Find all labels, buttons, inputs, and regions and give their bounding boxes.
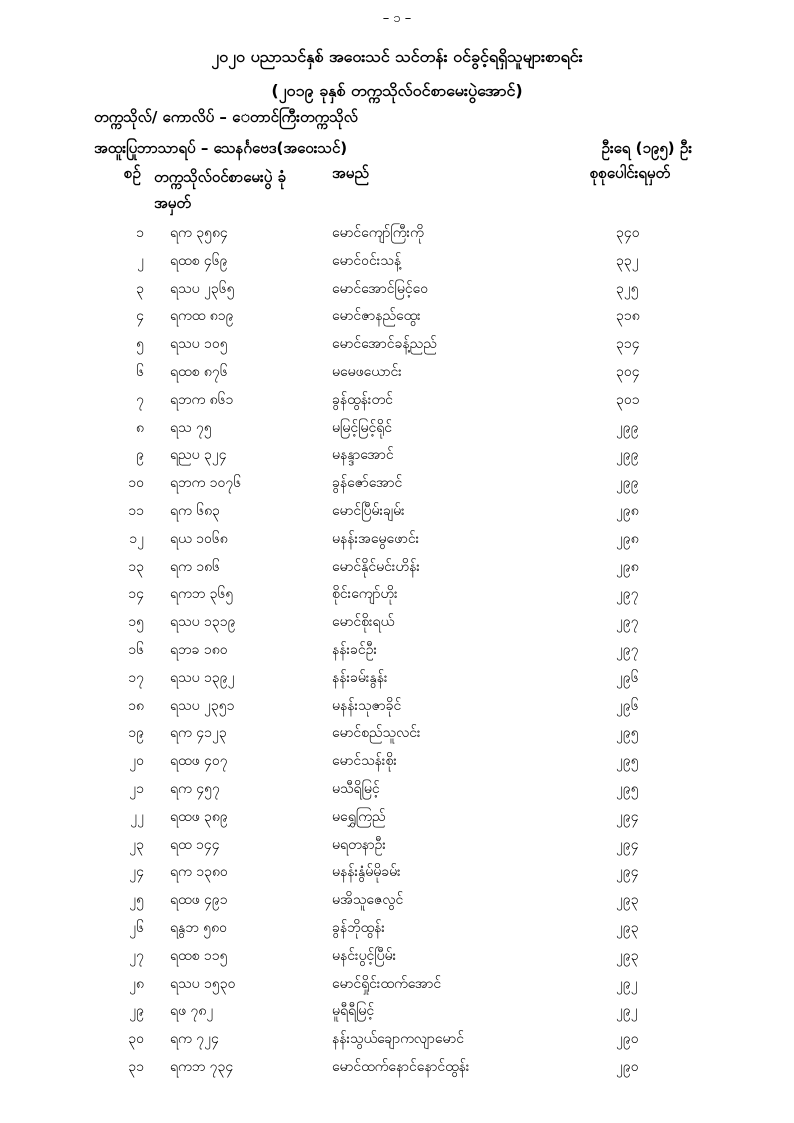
row-total-marks: ၃၂၅ — [616, 280, 639, 297]
row-roll-number: ရထစ ၄၆၉ — [170, 252, 228, 269]
table-row — [0, 248, 794, 276]
row-serial-no: ၆ — [136, 363, 144, 380]
row-total-marks: ၂၉၈ — [616, 502, 639, 519]
row-name: ခွန်ဘိုထွန်း — [332, 919, 385, 936]
row-roll-number: ရကဘ ၇၃၄ — [170, 1058, 234, 1075]
row-roll-number: ရက ၄၁၂၃ — [170, 725, 227, 742]
row-name: မောင်အောင်မြင့်ဝေ — [332, 280, 429, 297]
table-row — [0, 415, 794, 443]
table-row — [0, 998, 794, 1026]
row-roll-number: ရဖ ၇၈၂ — [170, 1003, 214, 1020]
header-name: အမည် — [332, 164, 369, 182]
table-row — [0, 720, 794, 748]
row-name: မောင်ဝင်းသန့် — [332, 252, 402, 269]
table-row — [0, 498, 794, 526]
row-total-marks: ၂၉၉ — [616, 447, 639, 464]
row-name: မသီရိမြင့် — [332, 780, 380, 797]
subject-label: အထူးပြုဘာသာရပ် – သေနင်္ဂဗေဒ(အဝေးသင်) — [94, 139, 348, 157]
row-name: မနန္ဒာအောင် — [332, 447, 394, 464]
row-total-marks: ၃၁၈ — [616, 308, 640, 325]
row-roll-number: ရသ ၇၅ — [170, 419, 212, 436]
row-name: မနန်းသုဇာခိုင် — [332, 697, 402, 714]
row-roll-number: ရထစ ၈၇၆ — [170, 363, 228, 380]
row-roll-number: ရထစ ၁၁၅ — [170, 947, 228, 964]
row-roll-number: ရသပ ၁၀၅ — [170, 336, 228, 353]
row-serial-no: ၁၀ — [128, 475, 144, 492]
page-number: – ၁ – — [382, 11, 412, 26]
row-name: နန်းသွယ်ချောကလျာမောင် — [332, 1031, 464, 1048]
table-row — [0, 526, 794, 554]
row-total-marks: ၂၉၂ — [616, 1003, 638, 1020]
table-row — [0, 915, 794, 943]
row-roll-number: ရဘက ၁၀၇၆ — [170, 475, 242, 492]
row-name: မရတနာဦး — [332, 836, 386, 853]
row-roll-number: ရဘက ၈၆၁ — [170, 391, 234, 408]
row-roll-number: ရညပ ၃၂၄ — [170, 447, 227, 464]
row-total-marks: ၂၉၃ — [616, 892, 639, 909]
header-roll-number: တက္ကသိုလ်ဝင်စာမေးပွဲ ခုံအမှတ် — [154, 168, 286, 212]
row-serial-no: ၁၅ — [128, 614, 144, 631]
row-name: မောင်ထက်နောင်နောင်ထွန်း — [332, 1058, 470, 1075]
table-row — [0, 470, 794, 498]
row-roll-number: ရထဖ ၄၉၁ — [170, 892, 228, 909]
table-row — [0, 387, 794, 415]
row-serial-no: ၁၉ — [128, 725, 144, 742]
row-roll-number: ရသပ ၁၅၃၀ — [170, 975, 236, 992]
table-row — [0, 693, 794, 721]
row-name: မရွှေကြည် — [332, 808, 386, 825]
row-serial-no: ၂ — [137, 252, 144, 269]
row-total-marks: ၂၉၇ — [616, 586, 639, 603]
row-serial-no: ၁၃ — [128, 558, 144, 575]
row-name: မောင်ဇာနည်ထွေး — [332, 308, 421, 325]
table-row — [0, 1054, 794, 1082]
row-roll-number: ရနွဘ ၅၈၀ — [170, 919, 227, 936]
row-roll-number: ရသပ ၁၃၁၉ — [170, 614, 236, 631]
row-serial-no: ၁၆ — [128, 641, 144, 658]
row-name: မနင်းပွင့်ပြီမ်း — [332, 947, 397, 964]
row-total-marks: ၂၉၉ — [616, 475, 639, 492]
table-row — [0, 581, 794, 609]
table-row — [0, 554, 794, 582]
row-name: ခွန်ဇော်အောင် — [332, 475, 403, 492]
row-serial-no: ၁ — [136, 225, 144, 241]
row-roll-number: ရကထ ၈၁၉ — [170, 308, 234, 325]
row-total-marks: ၂၉၂ — [616, 975, 638, 992]
table-row — [0, 748, 794, 776]
table-row — [0, 359, 794, 387]
row-roll-number: ရထဖ ၃၈၉ — [170, 808, 228, 825]
row-total-marks: ၃၄၀ — [616, 225, 640, 241]
header-total-marks: စုစုပေါင်းရမှတ် — [590, 164, 671, 182]
row-name: မောင်သန်းစိုး — [332, 753, 397, 770]
row-total-marks: ၂၉၀ — [616, 1058, 639, 1075]
row-serial-no: ၃၁ — [128, 1058, 144, 1075]
row-total-marks: ၂၉၆ — [616, 697, 639, 714]
row-name: မောင်အောင်ခန့်ညည် — [332, 336, 437, 353]
row-roll-number: ရထဖ ၄၀၇ — [170, 753, 228, 770]
row-total-marks: ၂၉၃ — [616, 947, 639, 964]
table-row — [0, 442, 794, 470]
table-row — [0, 665, 794, 693]
row-total-marks: ၂၉၇ — [616, 641, 639, 658]
row-roll-number: ရကဘ ၃၆၅ — [170, 586, 234, 603]
row-serial-no: ၁၇ — [128, 669, 144, 686]
row-serial-no: ၂၀ — [129, 753, 144, 770]
table-row — [0, 331, 794, 359]
table-row — [0, 276, 794, 304]
page-title: ၂၀၂၀ ပညာသင်နှစ် အဝေးသင် သင်တန်း ဝင်ခွင့်ရရှိသူများစာရင်း — [211, 47, 583, 66]
row-name: မောင်ကျော်ကြီးကို — [332, 225, 424, 241]
row-serial-no: ၂၂ — [130, 808, 144, 825]
table-row — [0, 609, 794, 637]
table-row — [0, 859, 794, 887]
table-row — [0, 637, 794, 665]
row-total-marks: ၂၉၇ — [616, 614, 639, 631]
row-total-marks: ၃၁၄ — [616, 336, 640, 353]
row-roll-number: ရထ ၁၄၄ — [170, 836, 220, 853]
row-total-marks: ၂၉၅ — [616, 725, 639, 742]
row-serial-no: ၂၃ — [129, 836, 144, 853]
table-row — [0, 804, 794, 832]
row-serial-no: ၂၄ — [129, 864, 144, 881]
row-serial-no: ၂၆ — [129, 919, 144, 936]
row-serial-no: ၁၂ — [129, 530, 144, 547]
row-total-marks: ၂၉၄ — [616, 836, 639, 853]
university-label: တက္ကသိုလ်/ ကောလိပ် – ‌ေတာင်ကြီးတက္ကသိုလ် — [94, 108, 358, 126]
table-row — [0, 887, 794, 915]
row-serial-no: ၇ — [136, 391, 144, 408]
row-roll-number: ရက ၆၈၃ — [170, 502, 220, 519]
table-row — [0, 1026, 794, 1054]
table-row — [0, 832, 794, 860]
row-roll-number: ရက ၁၈၆ — [170, 558, 220, 575]
row-name: ခွန်ထွန်းတင် — [332, 391, 393, 408]
row-roll-number: ရဘခ ၁၈၀ — [170, 641, 228, 658]
row-name: မမေဖယောင်း — [332, 363, 402, 380]
table-row — [0, 220, 794, 248]
row-roll-number: ရယ ၁၀၆၈ — [170, 530, 228, 547]
row-total-marks: ၂၉၄ — [616, 808, 639, 825]
row-name: နန်းခင်ဦး — [332, 641, 378, 658]
row-name: မူရီရီမြင့် — [332, 1003, 375, 1020]
row-total-marks: ၂၉၈ — [616, 558, 639, 575]
row-total-marks: ၂၉၅ — [616, 780, 639, 797]
student-list — [0, 220, 794, 1082]
row-serial-no: ၄ — [136, 308, 144, 325]
row-total-marks: ၃၃၂ — [616, 252, 639, 269]
row-name: မအိသူဇေလွင် — [332, 892, 404, 909]
row-total-marks: ၂၉၄ — [616, 864, 639, 881]
table-row — [0, 943, 794, 971]
row-serial-no: ၈ — [136, 419, 144, 436]
row-total-marks: ၂၉၀ — [616, 1031, 639, 1048]
row-serial-no: ၃၀ — [128, 1031, 144, 1048]
row-name: မောင်စိုးရယ် — [332, 614, 395, 631]
row-name: မောင်စည်သူလင်း — [332, 725, 421, 742]
row-roll-number: ရက ၃၅၈၄ — [170, 225, 228, 241]
row-serial-no: ၂၈ — [129, 975, 144, 992]
row-name: မောင်နိုင်မင်းဟိန်း — [332, 558, 420, 575]
row-roll-number: ရက ၄၅၇ — [170, 780, 220, 797]
page-subtitle: (၂၀၁၉ ခုနှစ် တက္ကသိုလ်ဝင်စာမေးပွဲအောင်) — [271, 81, 523, 100]
row-roll-number: ရက ၇၂၄ — [170, 1031, 219, 1048]
row-roll-number: ရသပ ၂၃၆၅ — [170, 280, 235, 297]
table-row — [0, 776, 794, 804]
row-name: မောင်ပြီမ်းချမ်း — [332, 502, 405, 519]
row-serial-no: ၁၄ — [128, 586, 144, 603]
row-serial-no: ၅ — [136, 336, 144, 353]
row-serial-no: ၂၉ — [129, 1003, 144, 1020]
row-name: မနန်းနွံမ်မိုခမ်း — [332, 864, 401, 881]
row-total-marks: ၃၀၄ — [616, 363, 640, 380]
row-name: စိုင်းကျော်ဟိုး — [332, 586, 398, 603]
row-name: မမြင့်မြင့်ရိုင် — [332, 419, 393, 436]
row-serial-no: ၂၇ — [129, 947, 144, 964]
row-total-marks: ၂၉၈ — [616, 530, 639, 547]
student-count: ဦးရေ (၁၉၅) ဦး — [601, 139, 692, 157]
row-roll-number: ရသပ ၁၃၉၂ — [170, 669, 235, 686]
row-name: နန်းခမ်းနွန်း — [332, 669, 388, 686]
row-name: မနန်းအမွေဖောင်း — [332, 530, 420, 547]
row-serial-no: ၁၁ — [128, 502, 144, 519]
row-serial-no: ၁၈ — [128, 697, 144, 714]
row-serial-no: ၂၁ — [129, 780, 144, 797]
table-row — [0, 971, 794, 999]
row-total-marks: ၂၉၉ — [616, 419, 639, 436]
row-total-marks: ၃၀၁ — [616, 391, 640, 408]
row-roll-number: ရသပ ၂၃၅၁ — [170, 697, 235, 714]
row-serial-no: ၂၅ — [129, 892, 144, 909]
row-total-marks: ၂၉၆ — [616, 669, 639, 686]
row-total-marks: ၂၉၃ — [616, 919, 639, 936]
row-roll-number: ရက ၁၃၈၀ — [170, 864, 228, 881]
row-total-marks: ၂၉၅ — [616, 753, 639, 770]
table-row — [0, 303, 794, 331]
row-serial-no: ၉ — [136, 447, 144, 464]
header-serial-no: စဉ် — [124, 164, 141, 182]
row-name: မောင်ရှိုင်းထက်အောင် — [332, 975, 442, 992]
row-serial-no: ၃ — [136, 280, 144, 297]
